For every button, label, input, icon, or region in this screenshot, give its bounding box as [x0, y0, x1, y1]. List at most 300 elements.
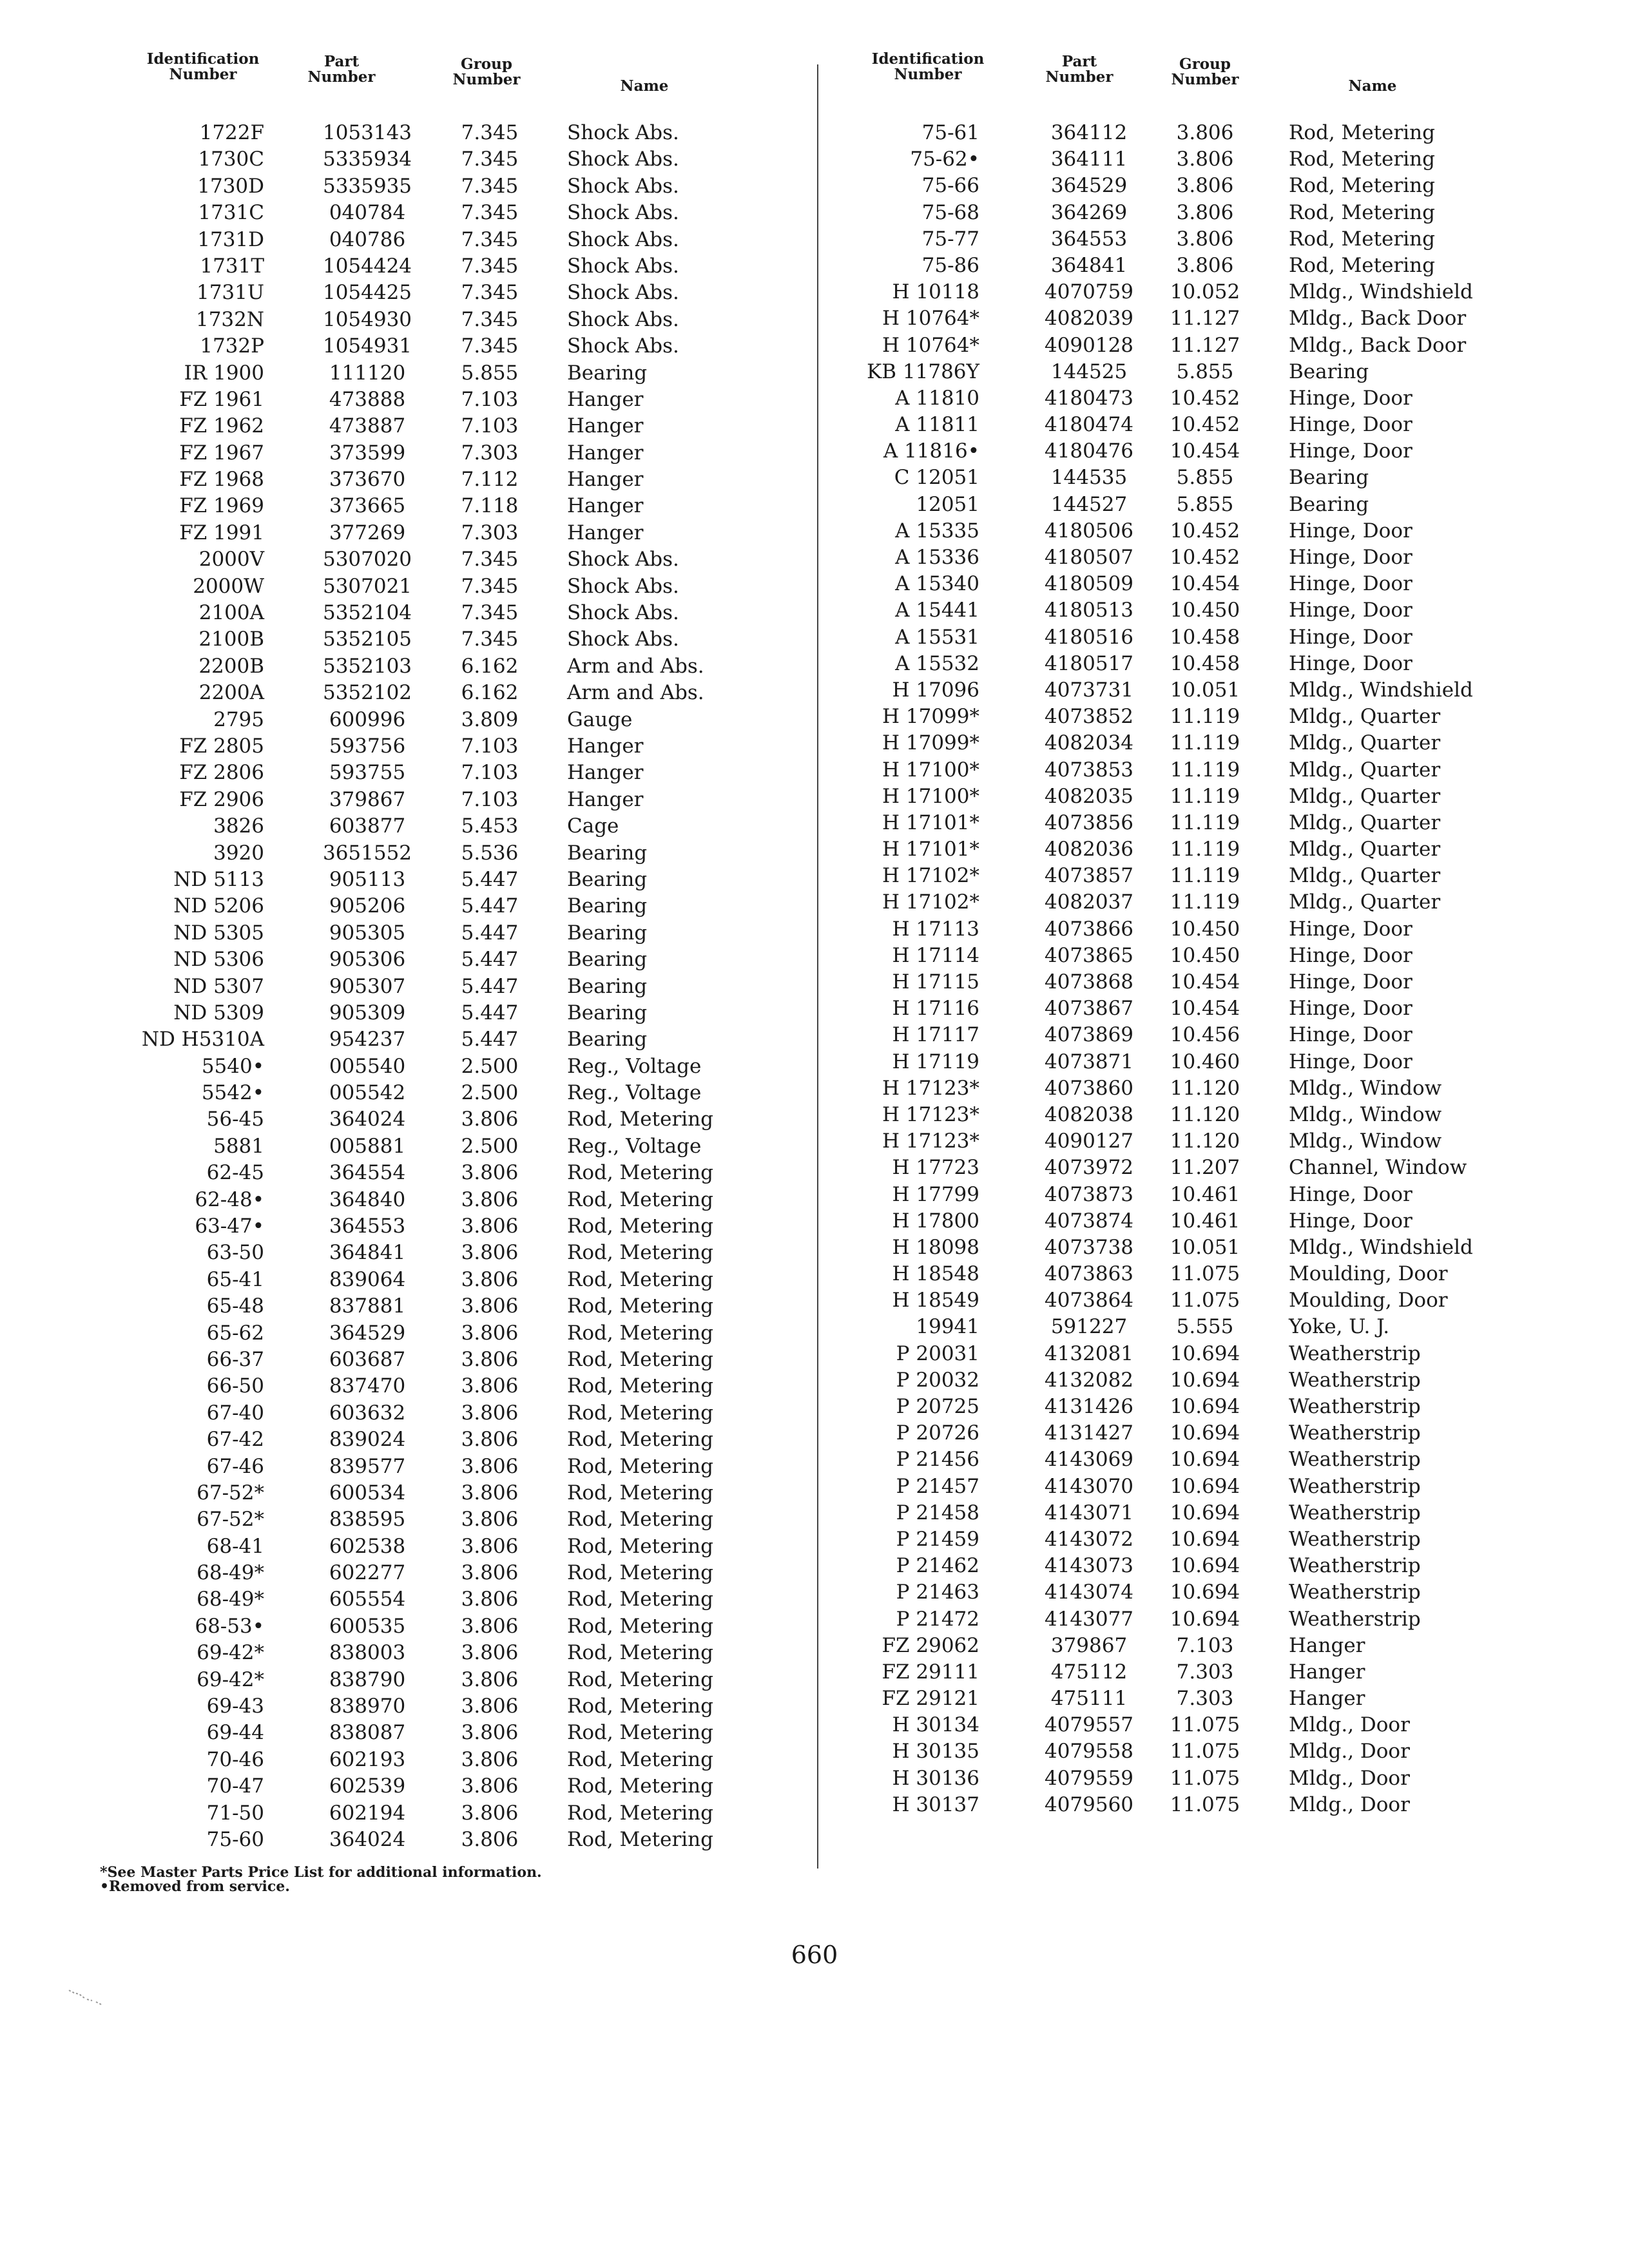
group-number: 3.806	[1176, 148, 1234, 171]
part-name: Shock Abs.	[567, 227, 679, 251]
part-name: Hanger	[567, 468, 644, 492]
table-row	[838, 173, 1469, 199]
header-part-number: Part Number	[1045, 53, 1113, 86]
part-name: Rod, Metering	[567, 1534, 713, 1558]
part-name: Weatherstrip	[1289, 1341, 1421, 1365]
part-name: Hanger	[567, 441, 644, 465]
group-number: 10.456	[1170, 1023, 1240, 1047]
part-name: Rod, Metering	[567, 1161, 713, 1185]
part-name: Mldg., Window	[1289, 1102, 1442, 1126]
part-name: Mldg., Quarter	[1289, 784, 1441, 808]
group-number: 3.806	[461, 1774, 519, 1798]
identification-number: P 21462	[896, 1554, 979, 1578]
identification-number: A 15335	[895, 519, 979, 543]
table-row	[838, 518, 1469, 544]
table-row	[122, 1560, 713, 1586]
part-number: 4073863	[1044, 1262, 1134, 1286]
table-row	[838, 385, 1469, 412]
group-number: 10.450	[1170, 599, 1240, 622]
part-name: Mldg., Quarter	[1289, 731, 1441, 755]
group-number: 10.052	[1170, 280, 1240, 304]
identification-number: 1731U	[196, 281, 264, 305]
part-number: 364112	[1050, 121, 1128, 144]
table-row	[838, 1261, 1469, 1287]
part-name: Rod, Metering	[1289, 121, 1435, 144]
table-row	[122, 1160, 713, 1186]
table-row	[838, 253, 1469, 279]
part-number: 838003	[329, 1641, 406, 1665]
header-group-number: Group Number	[1171, 55, 1239, 88]
part-number: 4073866	[1044, 917, 1134, 941]
table-row	[122, 1373, 713, 1399]
table-row	[838, 1446, 1469, 1473]
table-row	[838, 120, 1469, 146]
group-number: 3.806	[461, 1747, 519, 1771]
part-name: Rod, Metering	[567, 1454, 713, 1478]
part-name: Shock Abs.	[567, 174, 679, 198]
part-name: Bearing	[567, 361, 648, 385]
group-number: 3.806	[461, 1161, 519, 1185]
identification-number: 67-42	[206, 1428, 264, 1452]
part-name: Bearing	[567, 867, 648, 891]
identification-number: 66-50	[206, 1374, 264, 1398]
part-name: Hanger	[567, 414, 644, 438]
identification-number: A 15531	[895, 625, 979, 649]
identification-number: 56-45	[206, 1108, 264, 1131]
identification-number: 12051	[916, 492, 979, 516]
group-number: 11.119	[1170, 784, 1240, 808]
identification-number: H 18098	[892, 1235, 979, 1259]
part-number: 4073852	[1044, 705, 1134, 729]
table-row	[838, 810, 1469, 836]
identification-number: H 17114	[892, 943, 979, 967]
group-number: 7.103	[461, 761, 519, 785]
identification-number: FZ 1961	[179, 387, 264, 411]
part-number: 364840	[329, 1187, 406, 1211]
identification-number: FZ 1969	[179, 494, 264, 518]
part-number: 4082037	[1044, 890, 1134, 914]
part-name: Hinge, Door	[1289, 599, 1412, 622]
part-name: Rod, Metering	[567, 1401, 713, 1425]
identification-number: 1731D	[197, 227, 264, 251]
part-number: 4143074	[1044, 1581, 1134, 1604]
group-number: 3.806	[461, 1108, 519, 1131]
table-row	[838, 1208, 1469, 1235]
part-name: Hanger	[567, 494, 644, 518]
group-number: 3.806	[461, 1215, 519, 1238]
identification-number: A 11811	[895, 413, 979, 437]
table-row	[122, 893, 702, 919]
identification-number: 67-40	[206, 1401, 264, 1425]
part-number: 475112	[1050, 1660, 1128, 1684]
group-number: 7.103	[1176, 1633, 1234, 1657]
identification-number: 1732P	[200, 334, 264, 358]
identification-number: 2200A	[198, 681, 264, 705]
identification-number: 63-47•	[195, 1215, 264, 1238]
part-number: 379867	[1050, 1633, 1128, 1657]
group-number: 3.806	[461, 1801, 519, 1825]
identification-number: FZ 29121	[882, 1687, 979, 1711]
part-name: Rod, Metering	[1289, 174, 1435, 198]
identification-number: A 11810	[895, 386, 979, 410]
table-row	[838, 1341, 1469, 1367]
identification-number: FZ 2805	[179, 734, 264, 758]
identification-number: 2000W	[193, 574, 264, 598]
identification-number: FZ 1991	[179, 521, 264, 544]
group-number: 11.119	[1170, 731, 1240, 755]
part-number: 603687	[329, 1347, 406, 1371]
identification-number: H 18549	[892, 1289, 979, 1312]
part-name: Mldg., Window	[1289, 1129, 1442, 1153]
identification-number: H 17096	[892, 678, 979, 702]
identification-number: FZ 29062	[882, 1633, 979, 1657]
group-number: 2.500	[461, 1081, 519, 1105]
part-name: Shock Abs.	[567, 628, 679, 651]
part-name: Rod, Metering	[567, 1801, 713, 1825]
table-row	[838, 1420, 1469, 1446]
part-name: Weatherstrip	[1289, 1554, 1421, 1578]
part-name: Bearing	[1289, 492, 1369, 516]
group-number: 10.694	[1170, 1421, 1240, 1445]
identification-number: 68-49*	[197, 1588, 264, 1611]
identification-number: H 30135	[892, 1740, 979, 1763]
part-name: Weatherstrip	[1289, 1421, 1421, 1445]
part-name: Arm and Abs.	[567, 681, 704, 705]
identification-number: ND H5310A	[141, 1028, 264, 1052]
group-number: 10.452	[1170, 413, 1240, 437]
identification-number: H 17115	[892, 970, 979, 994]
identification-number: FZ 1967	[179, 441, 264, 465]
group-number: 5.555	[1176, 1315, 1234, 1339]
identification-number: 5542•	[201, 1081, 264, 1105]
identification-number: 65-41	[206, 1267, 264, 1291]
part-name: Rod, Metering	[567, 1747, 713, 1771]
identification-number: FZ 2806	[179, 761, 264, 785]
group-number: 7.345	[461, 227, 519, 251]
identification-number: 2100B	[198, 628, 264, 651]
table-row	[838, 1738, 1469, 1765]
identification-number: 1722F	[199, 121, 264, 144]
identification-number: FZ 1968	[179, 468, 264, 492]
part-name: Rod, Metering	[1289, 200, 1435, 224]
part-name: Rod, Metering	[1289, 148, 1435, 171]
group-number: 10.452	[1170, 546, 1240, 569]
table-row	[838, 1579, 1469, 1606]
part-number: 040784	[329, 201, 406, 225]
group-number: 10.694	[1170, 1581, 1240, 1604]
part-number: 364529	[329, 1321, 406, 1345]
part-name: Mldg., Door	[1289, 1792, 1410, 1816]
part-number: 5352102	[322, 681, 412, 705]
table-row	[122, 546, 702, 573]
group-number: 3.806	[461, 1614, 519, 1638]
table-row	[122, 947, 702, 973]
part-name: Weatherstrip	[1289, 1607, 1421, 1631]
part-name: Weatherstrip	[1289, 1448, 1421, 1472]
table-row	[838, 916, 1469, 943]
table-row	[838, 438, 1469, 465]
table-row	[122, 680, 702, 706]
group-number: 7.345	[461, 628, 519, 651]
group-number: 10.694	[1170, 1554, 1240, 1578]
identification-number: 2200B	[198, 654, 264, 678]
identification-number: 1730C	[198, 148, 264, 171]
group-number: 3.806	[461, 1374, 519, 1398]
part-number: 4079557	[1044, 1713, 1134, 1737]
part-number: 1054931	[322, 334, 412, 358]
part-name: Rod, Metering	[567, 1374, 713, 1398]
identification-number: 75-61	[921, 121, 979, 144]
part-name: Mldg., Quarter	[1289, 758, 1441, 782]
part-number: 4073871	[1044, 1050, 1134, 1073]
group-number: 7.345	[461, 254, 519, 278]
column-divider	[817, 64, 818, 1869]
part-name: Hinge, Door	[1289, 413, 1412, 437]
left-parts-table	[122, 49, 713, 1853]
table-row	[122, 333, 702, 360]
part-number: 111120	[329, 361, 406, 385]
part-name: Rod, Metering	[567, 1828, 713, 1851]
identification-number: A 11816•	[883, 439, 979, 463]
group-number: 5.447	[461, 867, 519, 891]
part-number: 600996	[329, 707, 406, 731]
table-row	[122, 573, 702, 600]
part-number: 4073972	[1044, 1156, 1134, 1180]
identification-number: P 21457	[896, 1474, 979, 1498]
part-name: Hinge, Door	[1289, 625, 1412, 649]
table-row	[838, 1633, 1469, 1659]
table-row	[838, 1367, 1469, 1394]
group-number: 7.112	[461, 468, 519, 492]
identification-number: 62-48•	[195, 1187, 264, 1211]
part-name: Weatherstrip	[1289, 1395, 1421, 1418]
part-number: 839577	[329, 1454, 406, 1478]
table-row	[838, 1553, 1469, 1579]
group-number: 7.345	[461, 601, 519, 625]
group-number: 10.454	[1170, 997, 1240, 1021]
table-row	[838, 651, 1469, 677]
group-number: 5.855	[1176, 466, 1234, 490]
group-number: 10.450	[1170, 917, 1240, 941]
group-number: 10.454	[1170, 970, 1240, 994]
identification-number: 1732N	[195, 307, 264, 331]
part-name: Bearing	[567, 894, 648, 918]
group-number: 6.162	[461, 681, 519, 705]
part-number: 364024	[329, 1108, 406, 1131]
group-number: 7.103	[461, 734, 519, 758]
identification-number: A 15336	[895, 546, 979, 569]
part-name: Rod, Metering	[567, 1321, 713, 1345]
table-row	[122, 146, 702, 173]
part-name: Reg., Voltage	[567, 1054, 702, 1078]
group-number: 3.806	[1176, 121, 1234, 144]
group-number: 7.303	[461, 521, 519, 544]
part-number: 905113	[329, 867, 406, 891]
part-number: 377269	[329, 521, 406, 544]
group-number: 10.694	[1170, 1607, 1240, 1631]
identification-number: H 17102*	[882, 864, 979, 888]
table-row	[122, 707, 702, 733]
identification-number: 75-86	[921, 253, 979, 277]
part-number: 373665	[329, 494, 406, 518]
footnote-bullet: •Removed from service.	[100, 1878, 290, 1895]
part-number: 905306	[329, 948, 406, 972]
identification-number: 5881	[213, 1134, 264, 1158]
part-number: 005542	[329, 1081, 406, 1105]
table-row	[122, 1454, 713, 1480]
table-row	[122, 840, 702, 867]
group-number: 3.806	[461, 1561, 519, 1585]
group-number: 7.118	[461, 494, 519, 518]
table-row	[122, 974, 702, 1000]
group-number: 3.806	[461, 1401, 519, 1425]
group-number: 3.806	[461, 1347, 519, 1371]
part-name: Channel, Window	[1289, 1156, 1467, 1180]
part-number: 364111	[1050, 148, 1128, 171]
group-number: 10.694	[1170, 1448, 1240, 1472]
table-row	[122, 1267, 713, 1293]
table-row	[122, 1506, 713, 1533]
identification-number: 5540•	[201, 1054, 264, 1078]
identification-number: 2100A	[198, 601, 264, 625]
identification-number: A 15340	[895, 572, 979, 596]
part-number: 4079560	[1044, 1792, 1134, 1816]
table-row	[838, 943, 1469, 969]
group-number: 3.806	[1176, 174, 1234, 198]
group-number: 11.120	[1170, 1102, 1240, 1126]
table-row	[838, 1287, 1469, 1314]
table-row	[838, 279, 1473, 305]
identification-number: H 10764*	[882, 307, 979, 331]
part-name: Hinge, Door	[1289, 1182, 1412, 1206]
identification-number: FZ 2906	[179, 787, 264, 811]
identification-number: 70-47	[206, 1774, 264, 1798]
left-table-body	[122, 120, 713, 1853]
table-row	[122, 466, 702, 493]
table-row	[838, 757, 1469, 783]
group-number: 10.694	[1170, 1527, 1240, 1551]
part-name: Rod, Metering	[567, 1481, 713, 1504]
group-number: 3.806	[461, 1481, 519, 1504]
identification-number: P 20032	[896, 1368, 979, 1392]
table-row	[122, 1000, 702, 1026]
table-row	[122, 787, 702, 813]
group-number: 11.120	[1170, 1129, 1240, 1153]
group-number: 11.119	[1170, 838, 1240, 861]
table-row	[122, 1800, 713, 1827]
identification-number: H 17100*	[882, 758, 979, 782]
part-name: Shock Abs.	[567, 148, 679, 171]
part-number: 1053143	[322, 121, 412, 144]
part-number: 473888	[329, 387, 406, 411]
part-number: 5335935	[322, 174, 412, 198]
part-number: 1054424	[322, 254, 412, 278]
group-number: 10.460	[1170, 1050, 1240, 1073]
identification-number: H 17123*	[882, 1129, 979, 1153]
table-row	[122, 1827, 713, 1853]
identification-number: 75-62•	[910, 148, 979, 171]
table-row	[122, 440, 702, 466]
header-part-number: Part Number	[307, 53, 376, 86]
table-row	[122, 1347, 713, 1373]
part-number: 4079558	[1044, 1740, 1134, 1763]
part-name: Shock Abs.	[567, 548, 679, 572]
part-name: Rod, Metering	[567, 1508, 713, 1532]
group-number: 3.806	[461, 1428, 519, 1452]
part-name: Mldg., Door	[1289, 1766, 1410, 1790]
identification-number: H 17101*	[882, 838, 979, 861]
group-number: 3.806	[461, 1721, 519, 1745]
part-number: 4180517	[1044, 651, 1134, 675]
table-row	[122, 280, 702, 306]
identification-number: 2000V	[198, 548, 264, 572]
part-number: 4090127	[1044, 1129, 1134, 1153]
group-number: 7.345	[461, 574, 519, 598]
identification-number: 75-60	[206, 1828, 264, 1851]
group-number: 10.694	[1170, 1341, 1240, 1365]
identification-number: H 17123*	[882, 1076, 979, 1100]
part-number: 005881	[329, 1134, 406, 1158]
table-row	[122, 173, 702, 200]
group-number: 10.452	[1170, 519, 1240, 543]
part-number: 4143070	[1044, 1474, 1134, 1498]
identification-number: P 21459	[896, 1527, 979, 1551]
part-number: 4079559	[1044, 1766, 1134, 1790]
group-number: 11.075	[1170, 1713, 1240, 1737]
part-number: 602194	[329, 1801, 406, 1825]
part-number: 373599	[329, 441, 406, 465]
part-number: 5352105	[322, 628, 412, 651]
table-row	[838, 783, 1469, 810]
part-number: 4073738	[1044, 1235, 1134, 1259]
group-number: 7.103	[461, 414, 519, 438]
table-row	[838, 1659, 1469, 1686]
identification-number: 67-46	[206, 1454, 264, 1478]
part-number: 1054930	[322, 307, 412, 331]
identification-number: H 17116	[892, 997, 979, 1021]
table-row	[838, 1102, 1469, 1128]
table-row	[838, 1155, 1469, 1181]
group-number: 11.119	[1170, 890, 1240, 914]
part-number: 144535	[1050, 466, 1128, 490]
table-row	[122, 1480, 713, 1506]
group-number: 2.500	[461, 1054, 519, 1078]
part-name: Hinge, Door	[1289, 1023, 1412, 1047]
group-number: 5.447	[461, 1001, 519, 1024]
identification-number: H 17800	[892, 1209, 979, 1233]
table-row	[122, 1747, 713, 1773]
identification-number: P 21458	[896, 1501, 979, 1524]
part-name: Rod, Metering	[1289, 227, 1435, 251]
identification-number: 67-52*	[197, 1481, 264, 1504]
part-name: Rod, Metering	[567, 1267, 713, 1291]
group-number: 11.075	[1170, 1766, 1240, 1790]
group-number: 3.806	[1176, 200, 1234, 224]
table-row	[122, 387, 702, 413]
part-name: Mldg., Windshield	[1289, 280, 1473, 304]
table-row	[122, 520, 702, 546]
table-row	[838, 1686, 1469, 1712]
part-name: Bearing	[567, 1028, 648, 1052]
header-group-number: Group Number	[452, 55, 521, 88]
identification-number: H 17102*	[882, 890, 979, 914]
part-name: Shock Abs.	[567, 601, 679, 625]
table-row	[838, 1075, 1469, 1102]
table-row	[838, 1022, 1469, 1048]
part-number: 4131427	[1044, 1421, 1134, 1445]
part-name: Hanger	[567, 521, 644, 544]
table-row	[838, 677, 1473, 704]
